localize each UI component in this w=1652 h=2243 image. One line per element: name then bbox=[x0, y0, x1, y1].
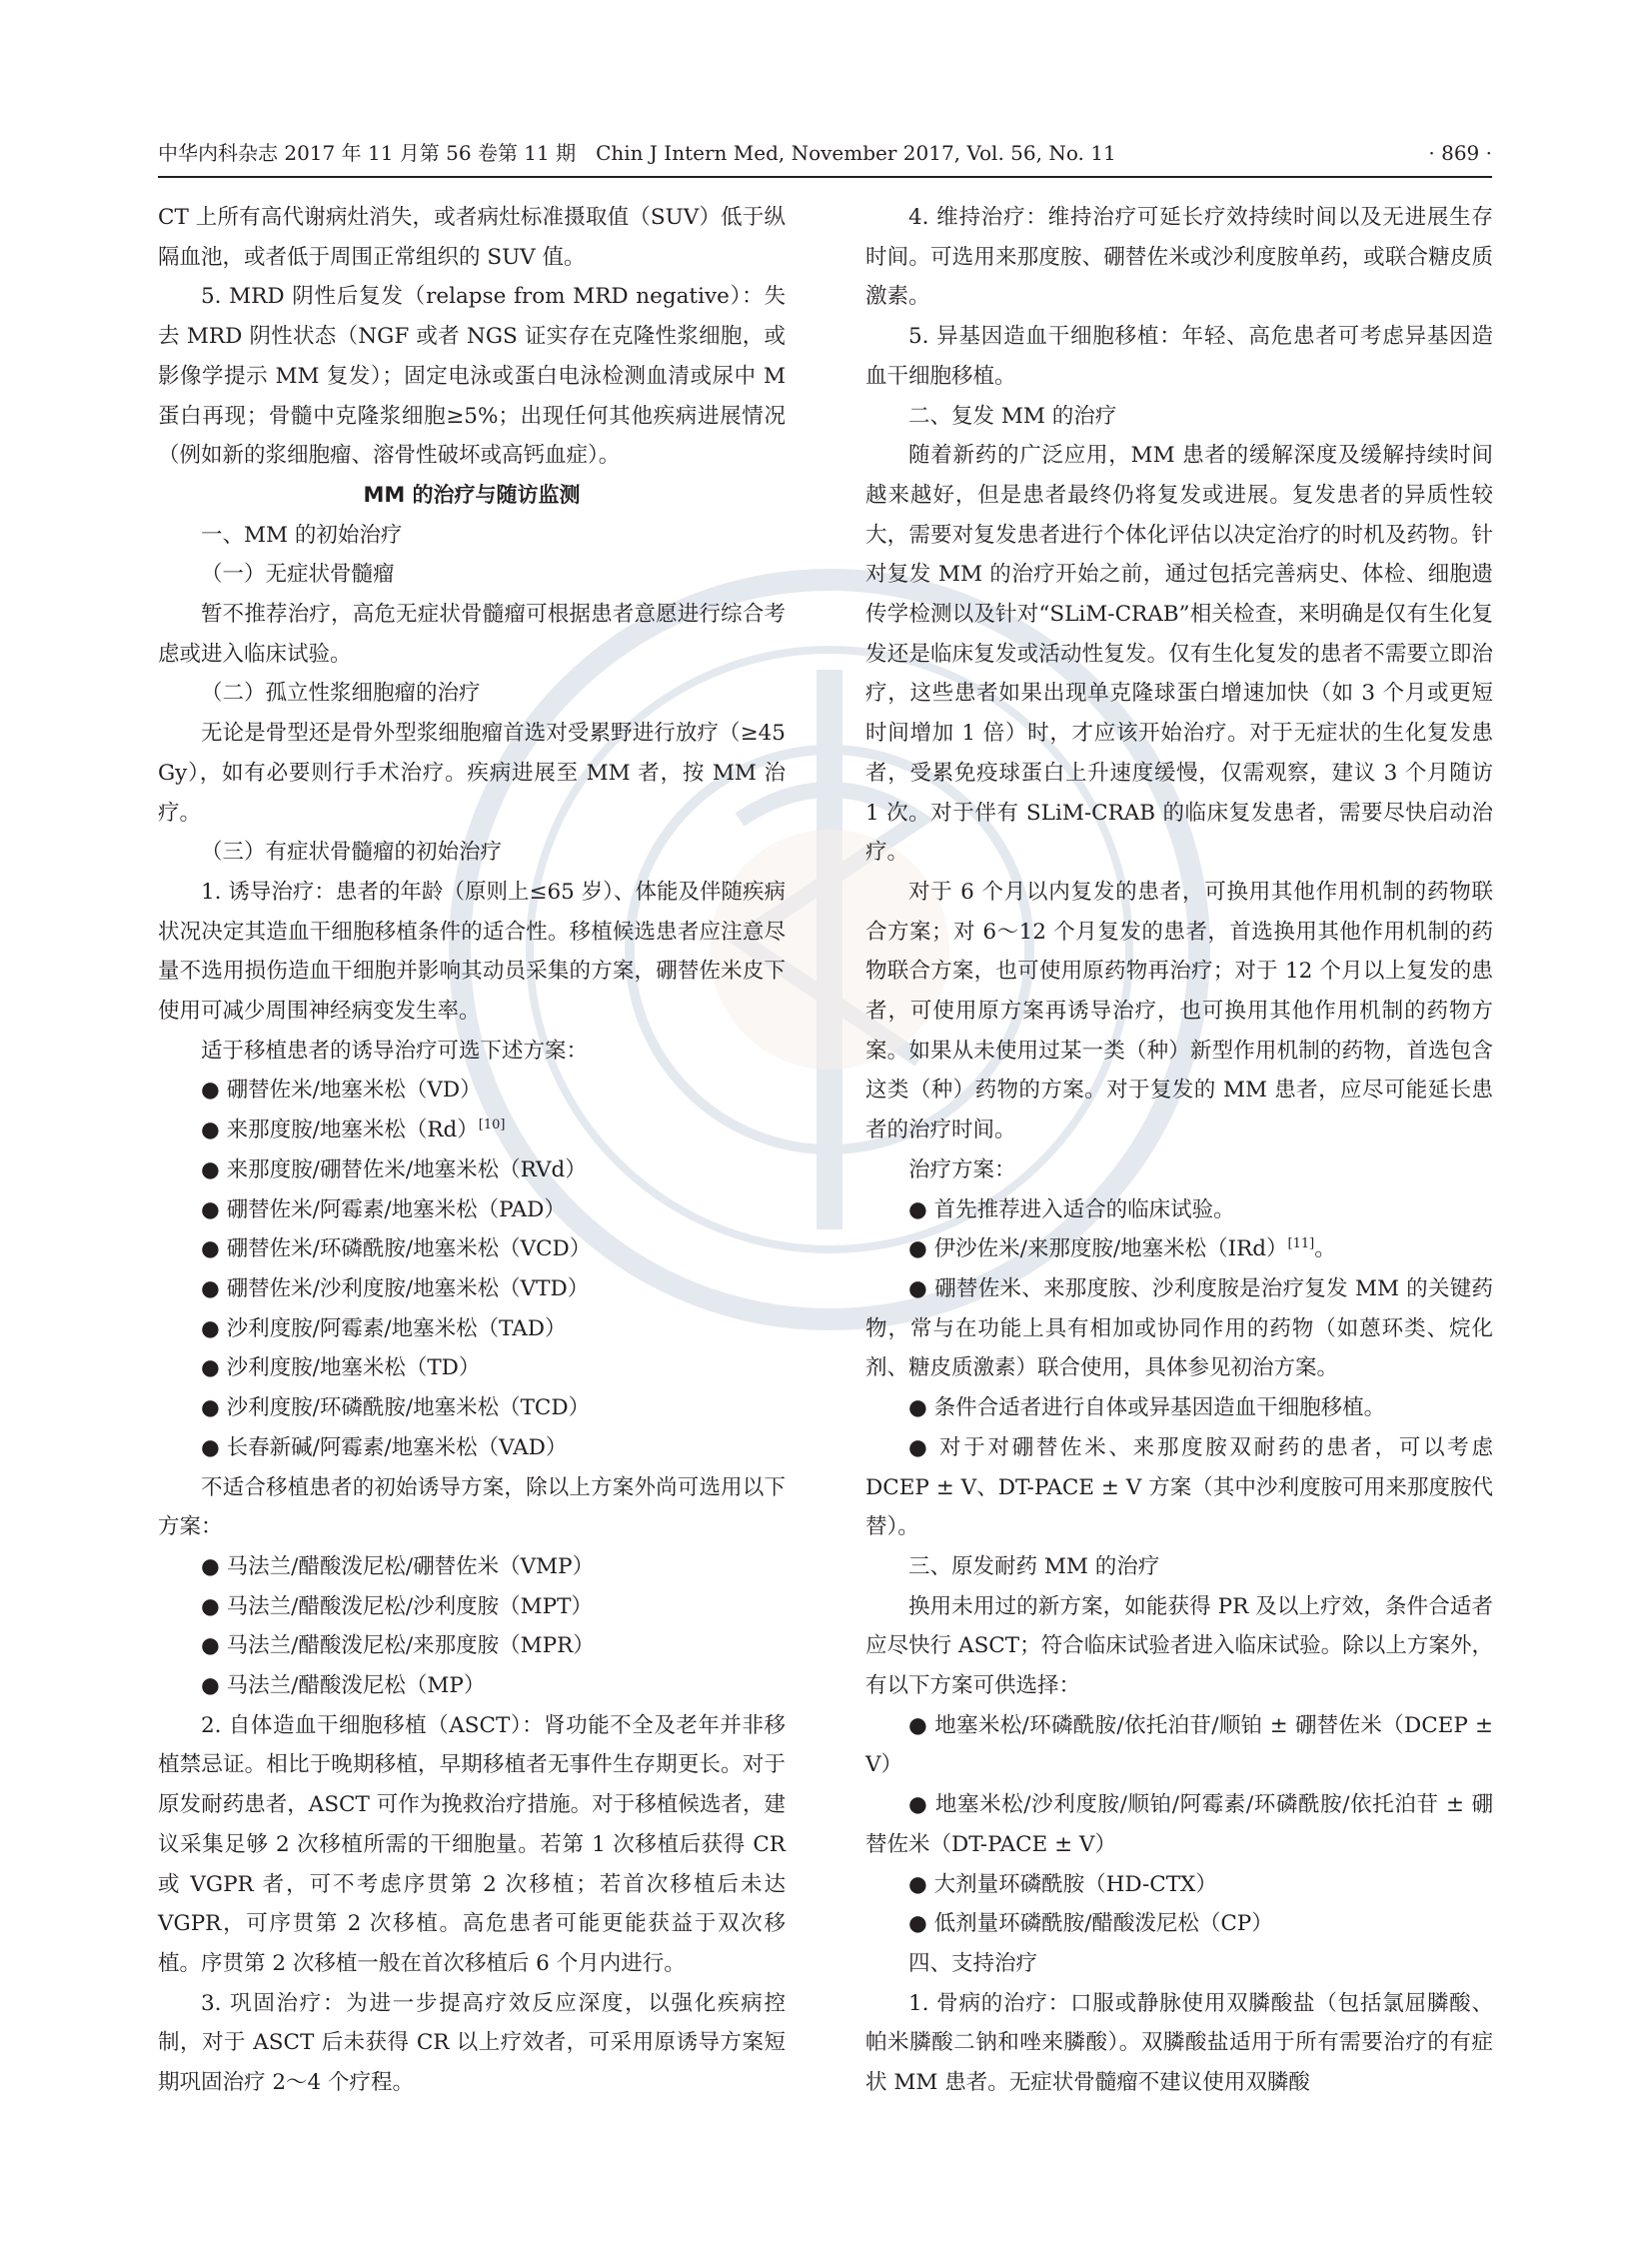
header-rule bbox=[158, 176, 1492, 178]
list-item bbox=[865, 1904, 1493, 1944]
list-item-text: ● 条件合适者进行自体或异基因造血干细胞移植。 bbox=[908, 1395, 1386, 1421]
paragraph-text: 5. 异基因造血干细胞移植：年轻、高危患者可考虑异基因造血干细胞移植。 bbox=[865, 324, 1493, 389]
list-item bbox=[865, 1865, 1493, 1905]
paragraph bbox=[158, 1468, 786, 1547]
list-item bbox=[158, 1269, 786, 1309]
page-number: · 869 · bbox=[1428, 141, 1492, 165]
paragraph-text: 随着新药的广泛应用，MM 患者的缓解深度及缓解持续时间越来越好，但是患者最终仍将复发或进展。复发患者的异质性较大，需要对复发患者进行个体化评估以决定治疗的时机及药物。针对复发 MM 的治疗开始之前，通过包括完善病史、体检、细胞遗传学检测以及针对“SLiM-CRAB”相关检查，来明确是仅有生化复发还是临床复发或活动性复发。仅有生化复发的患者不需要立即治疗，这些患者如果出现单克隆球蛋白增速加快（如 3 个月或更短时间增加 1 倍）时，才应该开始治疗。对于无症状的生化复发患者，受累免疫球蛋白上升速度缓慢，仅需观察，建议 3 个月随访 1 次。对于伴有 SLiM-CRAB 的临床复发患者，需要尽快启动治疗。 bbox=[865, 443, 1493, 866]
list-item-text: ● 长春新碱/阿霉素/地塞米松（VAD） bbox=[201, 1434, 568, 1460]
list-item bbox=[158, 1587, 786, 1627]
list-item-text: ● 来那度胺/硼替佐米/地塞米松（RVd） bbox=[201, 1156, 587, 1182]
paragraph bbox=[865, 873, 1493, 1150]
list-item-text: ● 来那度胺/地塞米松（Rd） bbox=[201, 1118, 479, 1143]
paragraph-text: 二、复发 MM 的治疗 bbox=[908, 403, 1117, 429]
paragraph-text: 2. 自体造血干细胞移植（ASCT）：肾功能不全及老年并非移植禁忌证。相比于晚期移植，早期移植者无事件生存期更长。对于原发耐药患者，ASCT 可作为挽救治疗措施。对于移植候选者，建议采集足够 2 次移植所需的干细胞量。若第 1 次移植后获得 CR 或 VGPR 者，可不考虑序贯第 2 次移植；若首次移植后未达 VGPR，可序贯第 2 次移植。高危患者可能更能获益于双次移植。序贯第 2 次移植一般在首次移植后 6 个月内进行。 bbox=[158, 1712, 786, 1976]
reference-marker: [11] bbox=[1287, 1236, 1315, 1252]
list-item-text: ● 硼替佐米、来那度胺、沙利度胺是治疗复发 MM 的关键药物，常与在功能上具有相加或协同作用的药物（如蒽环类、烷化剂、糖皮质激素）联合使用，具体参见初治方案。 bbox=[865, 1275, 1493, 1381]
list-item bbox=[865, 1269, 1493, 1388]
paragraph bbox=[158, 516, 786, 556]
paragraph-text: 4. 维持治疗：维持治疗可延长疗效持续时间以及无进展生存时间。可选用来那度胺、硼替佐米或沙利度胺单药，或联合糖皮质激素。 bbox=[865, 205, 1493, 310]
list-item-text: ● 伊沙佐米/来那度胺/地塞米松（IRd） bbox=[908, 1236, 1288, 1262]
list-item bbox=[865, 1785, 1493, 1864]
list-item bbox=[158, 1626, 786, 1666]
paragraph-text: 无论是骨型还是骨外型浆细胞瘤首选对受累野进行放疗（≥45 Gy），如有必要则行手术治疗。疾病进展至 MM 者，按 MM 治疗。 bbox=[158, 721, 786, 826]
list-item-text: ● 地塞米松/沙利度胺/顺铂/阿霉素/环磷酰胺/依托泊苷 ± 硼替佐米（DT-PACE ± V） bbox=[865, 1792, 1493, 1857]
paragraph-text: （二）孤立性浆细胞瘤的治疗 bbox=[201, 681, 481, 707]
paragraph bbox=[158, 714, 786, 833]
list-item-text: ● 马法兰/醋酸泼尼松/硼替佐米（VMP） bbox=[201, 1553, 595, 1579]
paragraph-text: 1. 骨病的治疗：口服或静脉使用双膦酸盐（包括氯屈膦酸、帕米膦酸二钠和唑来膦酸）。双膦酸盐适用于所有需要治疗的有症状 MM 患者。无症状骨髓瘤不建议使用双膦酸 bbox=[865, 1990, 1493, 2096]
punctuation: 。 bbox=[1314, 1236, 1336, 1262]
running-header bbox=[158, 138, 1492, 168]
paragraph bbox=[158, 674, 786, 714]
reference-marker: [10] bbox=[478, 1118, 506, 1133]
paragraph-text: 3. 巩固治疗：为进一步提高疗效反应深度，以强化疾病控制，对于 ASCT 后未获得 CR 以上疗效者，可采用原诱导方案短期巩固治疗 2～4 个疗程。 bbox=[158, 1990, 786, 2096]
list-item bbox=[158, 1190, 786, 1230]
list-item-text: ● 马法兰/醋酸泼尼松/来那度胺（MPR） bbox=[201, 1633, 595, 1659]
right-column bbox=[865, 198, 1493, 2103]
paragraph bbox=[158, 277, 786, 476]
paragraph bbox=[865, 1587, 1493, 1706]
list-item bbox=[158, 1071, 786, 1111]
paragraph bbox=[865, 397, 1493, 437]
list-item bbox=[158, 1309, 786, 1349]
list-item bbox=[865, 1428, 1493, 1547]
paragraph-text: 对于 6 个月以内复发的患者，可换用其他作用机制的药物联合方案；对 6～12 个月复发的患者，首选换用其他作用机制的药物联合方案，也可使用原药物再治疗；对于 12 个月以上复发的患者，可使用原方案再诱导治疗，也可换用其他作用机制的药物方案。如果从未使用过某一类（种）新型作用机制的药物，首选包含这类（种）药物的方案。对于复发的 MM 患者，应尽可能延长患者的治疗时间。 bbox=[865, 879, 1493, 1143]
list-item bbox=[158, 1547, 786, 1587]
paragraph bbox=[158, 555, 786, 595]
paragraph-text: 四、支持治疗 bbox=[908, 1950, 1038, 1976]
paragraph-text: 换用未用过的新方案，如能获得 PR 及以上疗效，条件合适者应尽快行 ASCT；符合临床试验者进入临床试验。除以上方案外，有以下方案可供选择： bbox=[865, 1593, 1493, 1699]
list-item bbox=[865, 1706, 1493, 1785]
paragraph-text: 治疗方案： bbox=[908, 1156, 1016, 1182]
list-item-text: ● 地塞米松/环磷酰胺/依托泊苷/顺铂 ± 硼替佐米（DCEP ± V） bbox=[865, 1712, 1493, 1778]
list-item-text: ● 对于对硼替佐米、来那度胺双耐药的患者，可以考虑 DCEP ± V、DT-PACE ± V 方案（其中沙利度胺可用来那度胺代替）。 bbox=[865, 1434, 1493, 1540]
list-item-text: ● 马法兰/醋酸泼尼松/沙利度胺（MPT） bbox=[201, 1593, 593, 1619]
paragraph-text: 不适合移植患者的初始诱导方案，除以上方案外尚可选用以下方案： bbox=[158, 1474, 786, 1540]
paragraph bbox=[158, 833, 786, 873]
paragraph bbox=[865, 1150, 1493, 1190]
list-item-text: ● 马法兰/醋酸泼尼松（MP） bbox=[201, 1673, 486, 1699]
paragraph bbox=[158, 1032, 786, 1072]
list-item-text: ● 硼替佐米/地塞米松（VD） bbox=[201, 1078, 482, 1104]
list-item bbox=[158, 1111, 786, 1150]
paragraph bbox=[865, 1944, 1493, 1984]
paragraph bbox=[865, 1547, 1493, 1587]
list-item bbox=[865, 1388, 1493, 1428]
paragraph bbox=[865, 436, 1493, 873]
list-item-text: ● 沙利度胺/地塞米松（TD） bbox=[201, 1355, 481, 1381]
list-item bbox=[158, 1348, 786, 1388]
list-item-text: ● 硼替佐米/阿霉素/地塞米松（PAD） bbox=[201, 1196, 566, 1222]
list-item-text: ● 低剂量环磷酰胺/醋酸泼尼松（CP） bbox=[908, 1911, 1273, 1937]
paragraph bbox=[158, 198, 786, 277]
paragraph-text: 适于移植患者的诱导治疗可选下述方案： bbox=[201, 1038, 589, 1064]
paragraph bbox=[865, 198, 1493, 317]
list-item-text: ● 大剂量环磷酰胺（HD-CTX） bbox=[908, 1871, 1217, 1897]
paragraph bbox=[865, 317, 1493, 396]
paragraph-text: 5. MRD 阴性后复发（relapse from MRD negative）：失去 MRD 阴性状态（NGF 或者 NGS 证实存在克隆性浆细胞，或影像学提示 MM 复发）；固定电泳或蛋白电泳检测血清或尿中 M 蛋白再现；骨髓中克隆浆细胞≥5%；出现任何其他疾病进展情况（例如新的浆细胞瘤、溶骨性破坏或高钙血症）。 bbox=[158, 284, 786, 469]
list-item-text: ● 沙利度胺/阿霉素/地塞米松（TAD） bbox=[201, 1315, 567, 1341]
paragraph-text: （三）有症状骨髓瘤的初始治疗 bbox=[201, 840, 503, 866]
list-item bbox=[158, 1428, 786, 1468]
list-item bbox=[158, 1388, 786, 1428]
paragraph-text: 三、原发耐药 MM 的治疗 bbox=[908, 1553, 1160, 1579]
journal-citation: 中华内科杂志 2017 年 11 月第 56 卷第 11 期 Chin J Intern Med, November 2017, Vol. 56, No. 11 bbox=[158, 141, 1116, 165]
list-item-text: ● 硼替佐米/沙利度胺/地塞米松（VTD） bbox=[201, 1275, 590, 1301]
left-column bbox=[158, 198, 786, 2103]
list-item bbox=[865, 1229, 1493, 1269]
section-heading-text: MM 的治疗与随访监测 bbox=[363, 482, 581, 507]
list-item bbox=[158, 1229, 786, 1269]
list-item-text: ● 硼替佐米/环磷酰胺/地塞米松（VCD） bbox=[201, 1236, 592, 1262]
paragraph bbox=[158, 595, 786, 674]
paragraph-text: 一、MM 的初始治疗 bbox=[201, 522, 403, 548]
list-item bbox=[158, 1666, 786, 1706]
paragraph-text: 1. 诱导治疗：患者的年龄（原则上≤65 岁）、体能及伴随疾病状况决定其造血干细胞移植条件的适合性。移植候选患者应注意尽量不选用损伤造血干细胞并影响其动员采集的方案，硼替佐米皮下使用可减少周围神经病变发生率。 bbox=[158, 879, 786, 1025]
list-item bbox=[865, 1190, 1493, 1230]
paragraph bbox=[158, 873, 786, 1032]
paragraph-text: （一）无症状骨髓瘤 bbox=[201, 562, 395, 588]
paragraph-text: 暂不推荐治疗，高危无症状骨髓瘤可根据患者意愿进行综合考虑或进入临床试验。 bbox=[158, 602, 786, 667]
paragraph bbox=[158, 1984, 786, 2103]
list-item-text: ● 首先推荐进入适合的临床试验。 bbox=[908, 1196, 1235, 1222]
section-heading bbox=[158, 476, 786, 516]
list-item bbox=[158, 1150, 786, 1190]
paragraph bbox=[158, 1706, 786, 1984]
list-item-text: ● 沙利度胺/环磷酰胺/地塞米松（TCD） bbox=[201, 1395, 591, 1421]
paragraph-text: CT 上所有高代谢病灶消失，或者病灶标准摄取值（SUV）低于纵隔血池，或者低于周围正常组织的 SUV 值。 bbox=[158, 205, 786, 270]
paragraph bbox=[865, 1984, 1493, 2103]
